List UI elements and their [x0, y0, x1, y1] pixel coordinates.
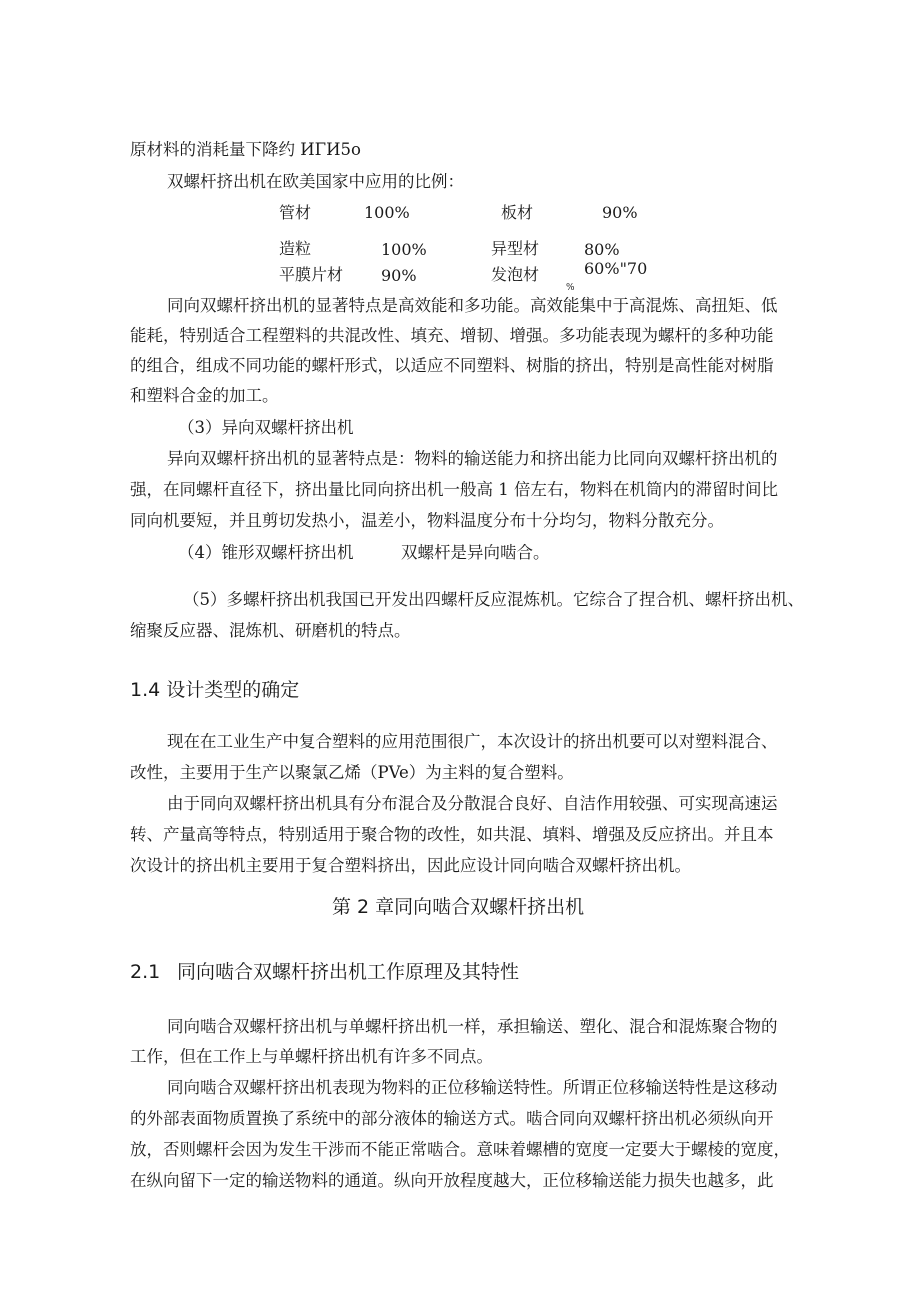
paragraph-line: 的组合，组成不同功能的螺杆形式，以适应不同塑料、树脂的挤出，特别是高性能对树脂 [130, 356, 774, 375]
paragraph-line: 次设计的挤出机主要用于复合塑料挤出，因此应设计同向啮合双螺杆挤出机。 [130, 856, 691, 875]
item-4-title: （4）锥形双螺杆挤出机 [178, 543, 354, 562]
ratio-item-name: 板材 [501, 203, 534, 222]
paragraph-line: 同向机要短，并且剪切发热小，温差小，物料温度分布十分均匀，物料分散充分。 [130, 511, 724, 530]
ratio-item-value: 90% [602, 203, 638, 222]
text-line-ratio-intro: 双螺杆挤出机在欧美国家中应用的比例： [167, 172, 464, 191]
ratio-table-mark: % [566, 283, 575, 293]
item-3-title: （3）异向双螺杆挤出机 [178, 418, 354, 437]
text-line-material-consumption: 原材料的消耗量下降约 ИΓИ5o [130, 140, 361, 159]
ratio-item-value: 80% [584, 240, 620, 259]
paragraph-line: 强，在同螺杆直径下，挤出量比同向挤出机一般高 1 倍左右，物料在机筒内的滞留时间比 [130, 480, 778, 499]
paragraph-line: 现在在工业生产中复合塑料的应用范围很广，本次设计的挤出机要可以对塑料混合、 [167, 732, 778, 751]
paragraph-line: 在纵向留下一定的输送物料的通道。纵向开放程度越大，正位移输送能力损失也越多，此 [130, 1171, 774, 1190]
paragraph-line: 改性，主要用于生产以聚氯乙烯（PVe）为主料的复合塑料。 [130, 763, 574, 782]
paragraph-line: 同向啮合双螺杆挤出机表现为物料的正位移输送特性。所谓正位移输送特性是这移动 [167, 1078, 778, 1097]
ratio-item-value: 100% [364, 203, 410, 222]
ratio-item-name: 造粒 [279, 239, 312, 258]
chapter-heading-2: 第 2 章同向啮合双螺杆挤出机 [332, 896, 585, 918]
ratio-item-value: 100% [381, 240, 427, 259]
paragraph-line: 工作，但在工作上与单螺杆挤出机有许多不同点。 [130, 1047, 493, 1066]
paragraph-line: 异向双螺杆挤出机的显著特点是：物料的输送能力和挤出能力比同向双螺杆挤出机的 [167, 449, 778, 468]
ratio-item-value: 90% [381, 266, 417, 285]
paragraph-line: 放，否则螺杆会因为发生干涉而不能正常啮合。意味着螺槽的宽度一定要大于螺棱的宽度， [130, 1140, 790, 1159]
paragraph-line: 转、产量高等特点，特别适用于聚合物的改性，如共混、填料、增强及反应挤出。并且本 [130, 825, 774, 844]
paragraph-line: 能耗，特别适合工程塑料的共混改性、填充、增韧、增强。多功能表现为螺杆的多种功能 [130, 326, 774, 345]
ratio-item-name: 平膜片材 [279, 265, 344, 284]
paragraph-line: （5）多螺杆挤出机我国已开发出四螺杆反应混炼机。它综合了捏合机、螺杆挤出机、 [183, 590, 804, 609]
item-4-text: 双螺杆是异向啮合。 [401, 543, 550, 562]
ratio-item-value: 60%"70 [584, 259, 648, 278]
paragraph-line: 同向啮合双螺杆挤出机与单螺杆挤出机一样，承担输送、塑化、混合和混炼聚合物的 [167, 1017, 778, 1036]
paragraph-line: 和塑料合金的加工。 [130, 386, 279, 405]
section-heading-2-1: 同向啮合双螺杆挤出机工作原理及其特性 [177, 961, 520, 983]
paragraph-line: 由于同向双螺杆挤出机具有分布混合及分散混合良好、自洁作用较强、可实现高速运 [167, 794, 778, 813]
paragraph-line: 同向双螺杆挤出机的显著特点是高效能和多功能。高效能集中于高混炼、高扭矩、低 [167, 296, 778, 315]
ratio-item-name: 管材 [279, 203, 312, 222]
section-number-2-1: 2.1 [130, 961, 161, 983]
ratio-item-name: 发泡材 [491, 265, 540, 284]
paragraph-line: 缩聚反应器、混炼机、研磨机的特点。 [130, 621, 411, 640]
paragraph-line: 的外部表面物质置换了系统中的部分液体的输送方式。啮合同向双螺杆挤出机必须纵向开 [130, 1109, 774, 1128]
section-heading-1-4: 1.4 设计类型的确定 [130, 679, 300, 701]
ratio-item-name: 异型材 [491, 239, 540, 258]
